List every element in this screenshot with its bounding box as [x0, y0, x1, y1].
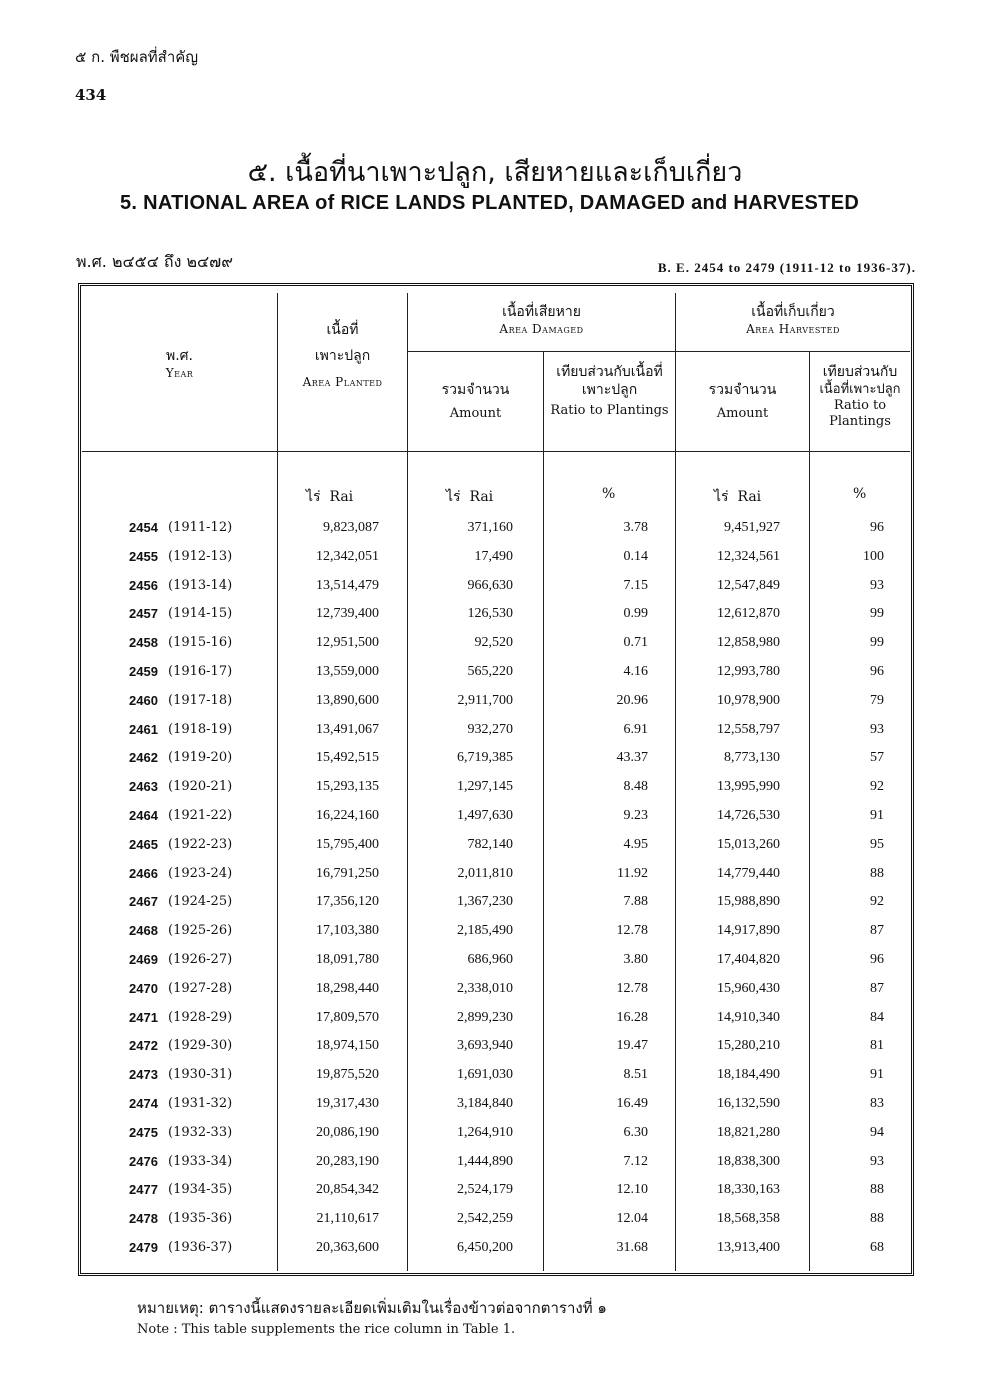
table-row [82, 722, 910, 751]
year-be: 2465 [129, 836, 158, 852]
area-planted: 19,875,520 [316, 1067, 379, 1083]
area-damaged: 371,160 [467, 520, 513, 535]
table-row [82, 664, 910, 693]
damaged-ratio: 7.12 [623, 1153, 648, 1169]
area-harvested: 12,324,561 [717, 548, 780, 564]
year-ad: (1913-14) [168, 577, 233, 593]
harvested-ratio: 94 [870, 1124, 884, 1140]
damaged-group-header: เนื้อที่เสียหาย Area Damaged [499, 304, 584, 336]
unit-rai-planted: ไร่ Rai [306, 489, 354, 505]
table-row [82, 1010, 910, 1039]
area-damaged: 1,497,630 [457, 808, 513, 823]
harvested-amount-header: รวมจำนวน Amount [708, 382, 777, 421]
area-harvested: 18,838,300 [717, 1153, 780, 1169]
area-harvested: 17,404,820 [717, 952, 780, 967]
year-ad: (1917-18) [168, 692, 233, 708]
table-row [82, 808, 910, 837]
area-planted: 9,823,087 [323, 520, 379, 535]
year-ad: (1920-21) [168, 779, 233, 795]
year-ad: (1924-25) [168, 894, 233, 910]
running-head: ๕ ก. พืชผลที่สำคัญ [75, 48, 199, 66]
damaged-ratio: 6.91 [623, 721, 648, 737]
area-planted: 16,791,250 [316, 865, 379, 881]
damaged-ratio: 12.04 [616, 1211, 648, 1227]
year-ad: (1932-33) [168, 1124, 233, 1140]
harvested-ratio: 92 [870, 779, 884, 795]
year-ad: (1936-37) [168, 1240, 233, 1255]
damaged-ratio: 0.71 [623, 635, 648, 651]
damaged-ratio: 0.14 [623, 548, 648, 564]
year-be: 2468 [129, 923, 158, 939]
planted-header: เนื้อที่ เพาะปลูก Area Planted [302, 322, 383, 389]
year-ad: (1921-22) [168, 808, 233, 823]
damaged-ratio: 12.10 [616, 1182, 648, 1198]
table-row [82, 894, 910, 923]
area-planted: 13,890,600 [316, 692, 379, 708]
damaged-ratio: 7.15 [623, 577, 648, 593]
harvested-ratio: 96 [870, 664, 884, 679]
area-harvested: 18,568,358 [717, 1211, 780, 1227]
year-be: 2479 [129, 1240, 158, 1255]
year-ad: (1927-28) [168, 980, 233, 996]
harvested-ratio: 93 [870, 577, 884, 593]
year-ad: (1925-26) [168, 923, 233, 939]
note-thai: หมายเหตุ: ตารางนี้แสดงรายละเอียดเพิ่มเติมในเรื่องข้าวต่อจากตารางที่ ๑ [137, 1299, 607, 1317]
area-planted: 18,974,150 [316, 1038, 379, 1054]
unit-rai-damaged: ไร่ Rai [446, 489, 494, 505]
note-english: Note : This table supplements the rice column in Table 1. [137, 1322, 516, 1337]
area-planted: 13,514,479 [316, 577, 379, 593]
area-harvested: 14,726,530 [717, 808, 780, 823]
area-planted: 13,491,067 [316, 721, 379, 737]
area-harvested: 9,451,927 [724, 520, 780, 535]
table-row [82, 635, 910, 664]
area-harvested: 8,773,130 [724, 750, 780, 766]
year-ad: (1928-29) [168, 1009, 233, 1025]
year-header: พ.ศ. Year [165, 348, 194, 380]
area-damaged: 2,185,490 [457, 923, 513, 939]
harvested-ratio: 57 [870, 750, 884, 766]
area-planted: 20,283,190 [316, 1153, 379, 1169]
damaged-ratio: 7.88 [623, 894, 648, 910]
year-be: 2472 [129, 1038, 158, 1054]
title-english: 5. NATIONAL AREA of RICE LANDS PLANTED, DAMAGED and HARVESTED [120, 192, 860, 214]
harvested-ratio: 91 [870, 1067, 884, 1083]
group-rule [407, 351, 910, 352]
area-planted: 15,293,135 [316, 779, 379, 795]
area-damaged: 92,520 [474, 635, 513, 651]
page-number: 434 [75, 86, 107, 104]
year-be: 2459 [129, 664, 158, 679]
table-row [82, 866, 910, 895]
area-harvested: 12,858,980 [717, 635, 780, 651]
year-be: 2470 [129, 980, 158, 996]
area-planted: 18,091,780 [316, 952, 379, 967]
harvested-ratio: 88 [870, 865, 884, 881]
area-harvested: 15,960,430 [717, 980, 780, 996]
area-harvested: 12,547,849 [717, 577, 780, 593]
year-be: 2463 [129, 779, 158, 795]
year-be: 2460 [129, 692, 158, 708]
year-ad: (1931-32) [168, 1096, 233, 1111]
harvested-ratio: 91 [870, 808, 884, 823]
harvested-ratio: 93 [870, 721, 884, 737]
table-row [82, 549, 910, 578]
damaged-ratio: 3.78 [623, 520, 648, 535]
year-be: 2455 [129, 548, 158, 564]
year-be: 2476 [129, 1153, 158, 1169]
area-damaged: 1,691,030 [457, 1067, 513, 1083]
damaged-ratio: 16.28 [616, 1009, 648, 1025]
year-be: 2456 [129, 577, 158, 593]
area-damaged: 966,630 [467, 577, 513, 593]
year-be: 2475 [129, 1124, 158, 1140]
area-planted: 15,492,515 [316, 750, 379, 766]
area-harvested: 18,821,280 [717, 1124, 780, 1140]
table-row [82, 1067, 910, 1096]
area-planted: 20,854,342 [316, 1182, 379, 1198]
year-ad: (1911-12) [168, 520, 233, 535]
area-damaged: 2,524,179 [457, 1182, 513, 1198]
area-harvested: 13,913,400 [717, 1240, 780, 1255]
area-harvested: 16,132,590 [717, 1096, 780, 1111]
area-damaged: 6,450,200 [457, 1240, 513, 1255]
area-damaged: 1,444,890 [457, 1153, 513, 1169]
table-row [82, 693, 910, 722]
year-be: 2467 [129, 894, 158, 910]
damaged-ratio: 8.51 [623, 1067, 648, 1083]
year-ad: (1930-31) [168, 1067, 233, 1083]
table-row [82, 606, 910, 635]
area-harvested: 12,612,870 [717, 606, 780, 622]
table-row [82, 837, 910, 866]
year-ad: (1914-15) [168, 606, 233, 622]
year-ad: (1915-16) [168, 635, 233, 651]
harvested-ratio: 96 [870, 952, 884, 967]
area-damaged: 1,264,910 [457, 1124, 513, 1140]
area-harvested: 15,013,260 [717, 836, 780, 852]
damaged-ratio: 31.68 [616, 1240, 648, 1255]
harvested-ratio: 79 [870, 692, 884, 708]
area-harvested: 18,184,490 [717, 1067, 780, 1083]
area-damaged: 2,338,010 [457, 980, 513, 996]
area-damaged: 782,140 [467, 836, 513, 852]
table-row [82, 1096, 910, 1125]
area-damaged: 3,693,940 [457, 1038, 513, 1054]
area-harvested: 15,988,890 [717, 894, 780, 910]
area-harvested: 12,558,797 [717, 721, 780, 737]
area-harvested: 14,910,340 [717, 1009, 780, 1025]
damaged-ratio: 6.30 [623, 1124, 648, 1140]
damaged-ratio: 12.78 [616, 980, 648, 996]
table-row [82, 578, 910, 607]
range-thai: พ.ศ. ๒๔๕๔ ถึง ๒๔๗๙ [76, 252, 233, 271]
table-row [82, 981, 910, 1010]
damaged-amount-header: รวมจำนวน Amount [441, 382, 510, 421]
area-harvested: 18,330,163 [717, 1182, 780, 1198]
year-be: 2464 [129, 808, 158, 823]
harvested-ratio: 68 [870, 1240, 884, 1255]
title-thai: ๕. เนื้อที่นาเพาะปลูก, เสียหายและเก็บเกี่ยว [247, 157, 743, 188]
area-planted: 12,739,400 [316, 606, 379, 622]
area-planted: 15,795,400 [316, 836, 379, 852]
harvested-ratio: 95 [870, 836, 884, 852]
year-be: 2469 [129, 952, 158, 967]
year-ad: (1922-23) [168, 836, 233, 852]
table-row [82, 1125, 910, 1154]
table-row [82, 923, 910, 952]
harvested-ratio: 100 [863, 548, 884, 564]
table-row [82, 750, 910, 779]
damaged-ratio: 4.95 [623, 836, 648, 852]
year-ad: (1912-13) [168, 548, 233, 564]
harvested-ratio: 84 [870, 1009, 884, 1025]
area-damaged: 6,719,385 [457, 750, 513, 766]
year-ad: (1935-36) [168, 1211, 233, 1227]
area-planted: 13,559,000 [316, 664, 379, 679]
damaged-ratio: 0.99 [623, 606, 648, 622]
year-be: 2471 [129, 1009, 158, 1025]
year-be: 2461 [129, 721, 158, 737]
area-harvested: 12,993,780 [717, 664, 780, 679]
area-planted: 17,356,120 [316, 894, 379, 910]
year-be: 2462 [129, 750, 158, 766]
harvested-ratio: 99 [870, 606, 884, 622]
damaged-ratio: 8.48 [623, 779, 648, 795]
area-damaged: 932,270 [467, 721, 513, 737]
area-damaged: 1,297,145 [457, 779, 513, 795]
year-ad: (1934-35) [168, 1182, 233, 1198]
area-damaged: 1,367,230 [457, 894, 513, 910]
damaged-ratio: 12.78 [616, 923, 648, 939]
area-planted: 17,103,380 [316, 923, 379, 939]
area-planted: 20,086,190 [316, 1124, 379, 1140]
table-row [82, 1038, 910, 1067]
year-be: 2458 [129, 635, 158, 651]
area-damaged: 2,911,700 [457, 692, 513, 708]
table-row [82, 1182, 910, 1211]
year-be: 2474 [129, 1096, 158, 1111]
harvested-ratio: 96 [870, 520, 884, 535]
damaged-ratio: 19.47 [616, 1038, 648, 1054]
damaged-ratio: 16.49 [616, 1096, 648, 1111]
damaged-ratio: 43.37 [616, 750, 648, 766]
damaged-ratio: 20.96 [616, 692, 648, 708]
table-row [82, 520, 910, 549]
harvested-ratio: 87 [870, 980, 884, 996]
harvested-ratio: 99 [870, 635, 884, 651]
harvested-ratio: 87 [870, 923, 884, 939]
range-english: B. E. 2454 to 2479 (1911-12 to 1936-37). [657, 260, 916, 275]
harvested-ratio: 88 [870, 1182, 884, 1198]
area-harvested: 10,978,900 [717, 692, 780, 708]
area-planted: 19,317,430 [316, 1096, 379, 1111]
table-row [82, 779, 910, 808]
year-be: 2466 [129, 865, 158, 881]
area-harvested: 14,917,890 [717, 923, 780, 939]
area-planted: 20,363,600 [316, 1240, 379, 1255]
area-harvested: 14,779,440 [717, 865, 780, 881]
header-rule [82, 451, 910, 452]
area-damaged: 3,184,840 [457, 1096, 513, 1111]
harvested-ratio: 92 [870, 894, 884, 910]
area-planted: 16,224,160 [316, 808, 379, 823]
unit-rai-harvested: ไร่ Rai [714, 489, 762, 505]
harvested-ratio: 88 [870, 1211, 884, 1227]
area-damaged: 2,011,810 [457, 865, 513, 881]
year-be: 2473 [129, 1067, 158, 1083]
area-planted: 12,342,051 [316, 548, 379, 564]
table-row [82, 1240, 910, 1269]
area-harvested: 15,280,210 [717, 1038, 780, 1054]
year-be: 2477 [129, 1182, 158, 1198]
harvested-ratio: 83 [870, 1096, 884, 1111]
year-ad: (1918-19) [168, 721, 233, 737]
year-ad: (1919-20) [168, 750, 233, 766]
table-row [82, 952, 910, 981]
area-damaged: 126,530 [467, 606, 513, 622]
damaged-ratio: 9.23 [623, 808, 648, 823]
area-planted: 17,809,570 [316, 1009, 379, 1025]
year-be: 2478 [129, 1211, 158, 1227]
damaged-ratio: 3.80 [623, 952, 648, 967]
harvested-group-header: เนื้อที่เก็บเกี่ยว Area Harvested [746, 304, 840, 336]
area-damaged: 2,899,230 [457, 1009, 513, 1025]
harvested-ratio: 93 [870, 1153, 884, 1169]
year-ad: (1933-34) [168, 1153, 233, 1169]
year-be: 2454 [129, 520, 158, 535]
damaged-ratio: 4.16 [623, 664, 648, 679]
area-damaged: 17,490 [474, 548, 513, 564]
area-planted: 21,110,617 [316, 1211, 379, 1227]
area-damaged: 2,542,259 [457, 1211, 513, 1227]
table-row [82, 1211, 910, 1240]
unit-percent-damaged: % [602, 486, 616, 502]
year-ad: (1926-27) [168, 952, 233, 967]
harvested-ratio: 81 [870, 1038, 884, 1054]
year-ad: (1916-17) [168, 664, 233, 679]
area-harvested: 13,995,990 [717, 779, 780, 795]
area-damaged: 565,220 [467, 664, 513, 679]
area-damaged: 686,960 [467, 952, 513, 967]
year-ad: (1923-24) [168, 865, 233, 881]
damaged-ratio: 11.92 [617, 865, 648, 881]
table-row [82, 1154, 910, 1183]
harvested-ratio-header: เทียบส่วนกับ เนื้อที่เพาะปลูก Ratio to Plantings [819, 364, 901, 429]
unit-percent-harvested: % [853, 486, 867, 502]
year-be: 2457 [129, 606, 158, 622]
damaged-ratio-header: เทียบส่วนกับเนื้อที่ เพาะปลูก Ratio to Plantings [550, 364, 669, 418]
area-planted: 12,951,500 [316, 635, 379, 651]
year-ad: (1929-30) [168, 1038, 233, 1054]
area-planted: 18,298,440 [316, 980, 379, 996]
